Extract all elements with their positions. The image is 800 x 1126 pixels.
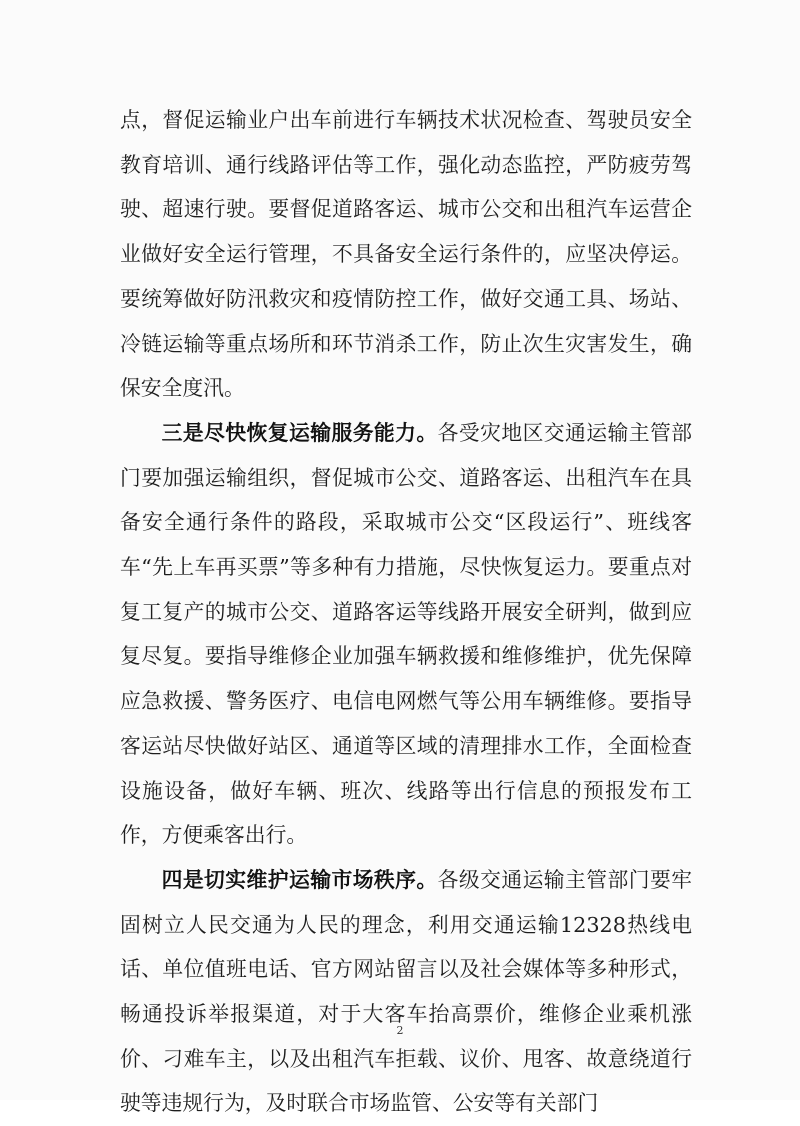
- paragraph-2-heading: 三是尽快恢复运输服务能力。: [161, 419, 438, 445]
- document-body: [120, 98, 692, 1126]
- paragraph-2: [120, 411, 692, 858]
- paragraph-1-continued: [120, 98, 692, 411]
- paragraph-3: [120, 858, 692, 1126]
- page-number: 2: [396, 1024, 404, 1037]
- paragraph-1-text: 点，督促运输业户出车前进行车辆技术状况检查、驾驶员安全教育培训、通行线路评估等工作，强化动态监控，严防疲劳驾驶、超速行驶。要督促道路客运、城市公交和出租汽车运营企业做好安全运行管理，不具备安全运行条件的，应坚决停运。要统筹做好防汛救灾和疫情防控工作，做好交通工具、场站、冷链运输等重点场所和环节消杀工作，防止次生灾害发生，确保安全度汛。: [120, 108, 692, 401]
- paragraph-2-text: 各受灾地区交通运输主管部门要加强运输组织，督促城市公交、道路客运、出租汽车在具备安全通行条件的路段，采取城市公交“区段运行”、班线客车“先上车再买票”等多种有力措施，尽快恢复运力。要重点对复工复产的城市公交、道路客运等线路开展安全研判，做到应复尽复。要指导维修企业加强车辆救援和维修维护，优先保障应急救援、警务医疗、电信电网燃气等公用车辆维修。要指导客运站尽快做好站区、通道等区域的清理排水工作，全面检查设施设备，做好车辆、班次、线路等出行信息的预报发布工作，方便乘客出行。: [120, 420, 693, 848]
- paragraph-3-text: 各级交通运输主管部门要牢固树立人民交通为人民的理念，利用交通运输12328热线电话、单位值班电话、官方网站留言以及社会媒体等多种形式，畅通投诉举报渠道，对于大客车抬高票价，维修企业乘机涨价、刁难车主，以及出租汽车拒载、议价、甩客、故意绕道行驶等违规行为，及时联合市场监管、公安等有关部门: [120, 867, 693, 1116]
- paragraph-3-heading: 四是切实维护运输市场秩序。: [161, 866, 438, 892]
